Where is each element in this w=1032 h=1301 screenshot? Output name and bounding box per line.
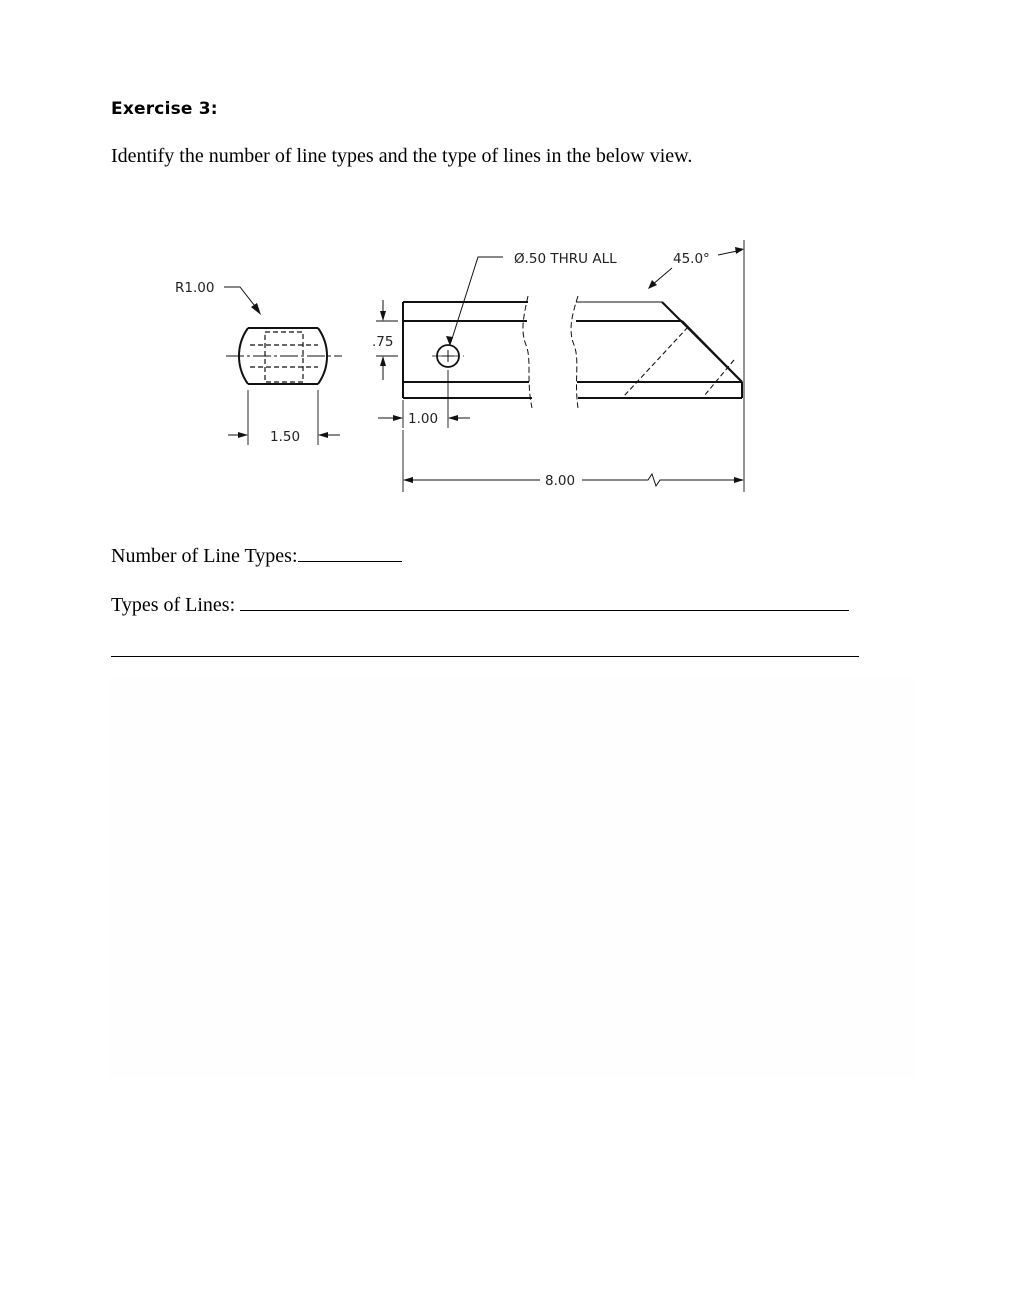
types-of-lines-row bbox=[111, 594, 849, 617]
answer-continuation-line[interactable] bbox=[111, 656, 859, 657]
width-dimension: 1.50 bbox=[270, 429, 301, 445]
side-hidden-lines bbox=[624, 327, 734, 396]
technical-drawing bbox=[155, 230, 775, 500]
types-of-lines-blank[interactable] bbox=[240, 608, 849, 611]
number-of-line-types-blank[interactable] bbox=[298, 559, 402, 562]
exercise-heading: Exercise 3: bbox=[111, 99, 218, 119]
height-dimension: .75 bbox=[372, 334, 394, 350]
number-of-line-types-row bbox=[111, 545, 402, 568]
hidden-lines bbox=[250, 332, 318, 382]
types-of-lines-label: Types of Lines: bbox=[111, 594, 236, 616]
end-view bbox=[224, 287, 342, 445]
side-view bbox=[376, 240, 744, 492]
exercise-instruction: Identify the number of line types and the type of lines in the below view. bbox=[111, 145, 693, 167]
angle-dimension: 45.0° bbox=[673, 251, 710, 267]
number-of-line-types-label: Number of Line Types: bbox=[111, 545, 298, 567]
hole-callout: Ø.50 THRU ALL bbox=[514, 251, 617, 267]
hole-offset-dimension: 1.00 bbox=[408, 411, 439, 427]
length-dimension: 8.00 bbox=[545, 473, 576, 489]
answer-area bbox=[108, 676, 916, 1078]
radius-dimension: R1.00 bbox=[175, 280, 215, 296]
